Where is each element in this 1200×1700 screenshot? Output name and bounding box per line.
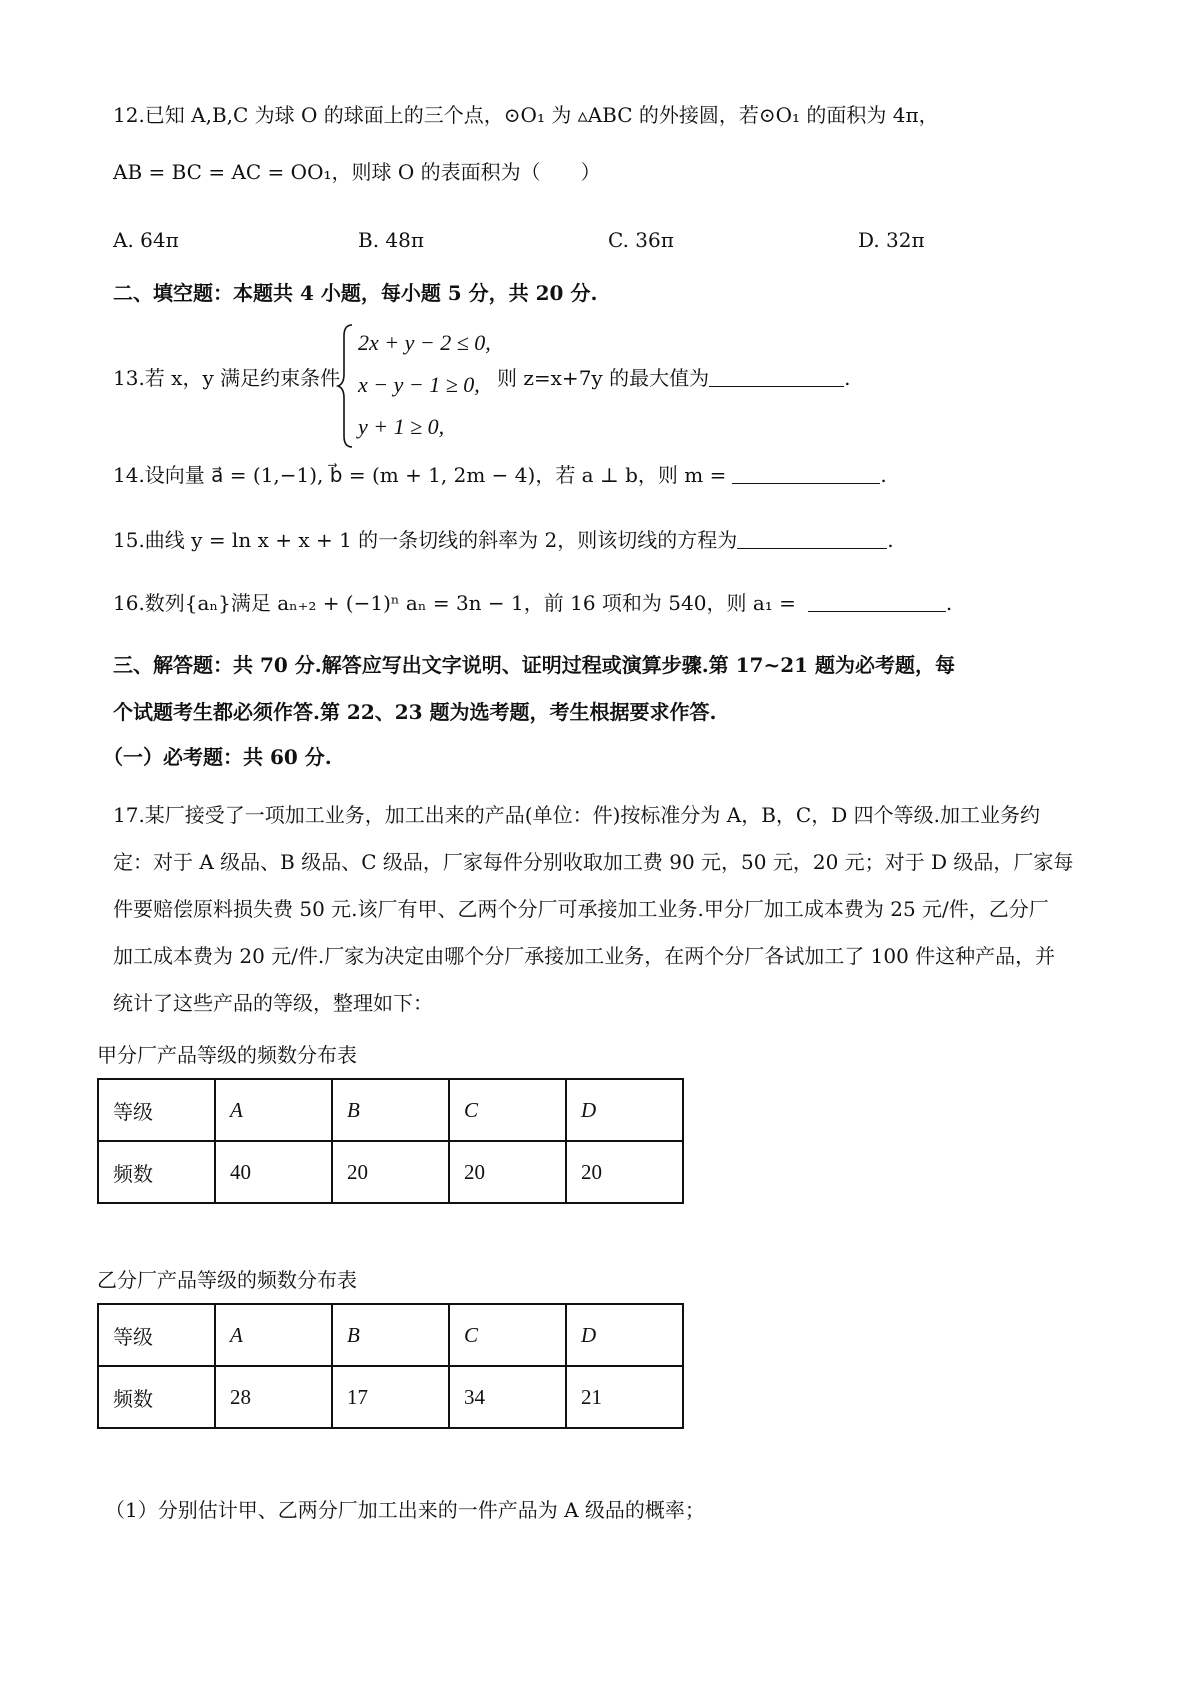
constraint-1: 2x + y − 2 ≤ 0, [358, 330, 491, 355]
q15-text: 15.曲线 y = ln x + x + 1 的一条切线的斜率为 2，则该切线的方程为 [113, 528, 738, 552]
q14-line: 14.设向量 a⃗ = (1,−1), b⃗ = (m + 1, 2m − 4)，若 a ⊥ b，则 m = . [113, 463, 887, 487]
q17-line: 件要赔偿原料损失费 50 元.该厂有甲、乙两个分厂可承接加工业务.甲分厂加工成本费为 25 元/件，乙分厂 [113, 897, 1049, 921]
q17-part1: （1）分别估计甲、乙两分厂加工出来的一件产品为 A 级品的概率； [105, 1498, 705, 1522]
table-cell: C [449, 1304, 566, 1366]
table-cell: 频数 [98, 1366, 215, 1428]
constraint-2: x − y − 1 ≥ 0, [358, 372, 480, 397]
answer-blank-15 [737, 526, 887, 549]
frequency-table-a [97, 1078, 684, 1204]
answer-blank-13 [709, 364, 844, 387]
section3-heading-line1: 三、解答题：共 70 分.解答应写出文字说明、证明过程或演算步骤.第 17~21 题为必考题，每 [113, 653, 956, 677]
table-cell: D [566, 1079, 683, 1141]
table-cell: 21 [566, 1366, 683, 1428]
choice-d: D. 32π [858, 228, 925, 252]
table-cell: B [332, 1079, 449, 1141]
table-header-row [98, 1079, 683, 1141]
table-cell: 34 [449, 1366, 566, 1428]
q16-line: 16.数列{aₙ}满足 aₙ₊₂ + (−1)ⁿ aₙ = 3n − 1，前 16 项和为 540，则 a₁ = . [113, 591, 953, 615]
table-cell: 40 [215, 1141, 332, 1203]
table-cell: 频数 [98, 1141, 215, 1203]
table-cell: C [449, 1079, 566, 1141]
section3-heading-line2: 个试题考生都必须作答.第 22、23 题为选考题，考生根据要求作答. [113, 700, 717, 724]
q17-paragraph [113, 792, 1103, 1027]
q16-text: 16.数列{aₙ}满足 aₙ₊₂ + (−1)ⁿ aₙ = 3n − 1，前 16 项和为 540，则 a₁ = [113, 591, 796, 615]
choice-c: C. 36π [608, 228, 674, 252]
table-cell: 20 [449, 1141, 566, 1203]
q17-line: 统计了这些产品的等级，整理如下： [113, 991, 433, 1015]
table-cell: 等级 [98, 1079, 215, 1141]
q17-line: 加工成本费为 20 元/件.厂家为决定由哪个分厂承接加工业务，在两个分厂各试加工了 100 件这种产品，并 [113, 944, 1056, 968]
table-cell: B [332, 1304, 449, 1366]
frequency-table-b [97, 1303, 684, 1429]
choice-a: A. 64π [113, 228, 179, 252]
brace-symbol [336, 322, 356, 450]
table-header-row [98, 1304, 683, 1366]
answer-blank-14 [732, 461, 880, 484]
q12-line2: AB = BC = AC = OO₁，则球 O 的表面积为（ ） [113, 160, 601, 184]
table-cell: A [215, 1304, 332, 1366]
table-b-caption: 乙分厂产品等级的频数分布表 [97, 1268, 357, 1292]
section2-heading: 二、填空题：本题共 4 小题，每小题 5 分，共 20 分. [113, 281, 598, 305]
table-row [98, 1141, 683, 1203]
constraint-3: y + 1 ≥ 0, [358, 414, 445, 439]
answer-blank-16 [808, 589, 946, 612]
table-cell: A [215, 1079, 332, 1141]
table-cell: D [566, 1304, 683, 1366]
table-cell: 20 [566, 1141, 683, 1203]
q17-line: 17.某厂接受了一项加工业务，加工出来的产品(单位：件)按标准分为 A，B，C，D 四个等级.加工业务约 [113, 803, 1040, 827]
table-a-caption: 甲分厂产品等级的频数分布表 [97, 1043, 357, 1067]
q13-suffix: 则 z=x+7y 的最大值为 . [497, 366, 851, 390]
q14-text: 14.设向量 a⃗ = (1,−1), b⃗ = (m + 1, 2m − 4)，若 a ⊥ b，则 m = [113, 463, 727, 487]
table-cell: 28 [215, 1366, 332, 1428]
choice-b: B. 48π [358, 228, 425, 252]
q15-line: 15.曲线 y = ln x + x + 1 的一条切线的斜率为 2，则该切线的方程为 . [113, 528, 894, 552]
q12-line1: 12.已知 A,B,C 为球 O 的球面上的三个点，⊙O₁ 为 ▵ABC 的外接圆，若⊙O₁ 的面积为 4π， [113, 103, 939, 127]
table-cell: 20 [332, 1141, 449, 1203]
section3-subheading: （一）必考题：共 60 分. [103, 745, 332, 769]
q13-constraints [358, 322, 491, 448]
q13-prefix: 13.若 x，y 满足约束条件 [113, 366, 341, 390]
table-row [98, 1366, 683, 1428]
table-cell: 等级 [98, 1304, 215, 1366]
q13-suffix-text: 则 z=x+7y 的最大值为 [497, 366, 710, 390]
table-cell: 17 [332, 1366, 449, 1428]
q17-line: 定：对于 A 级品、B 级品、C 级品，厂家每件分别收取加工费 90 元，50 元，20 元；对于 D 级品，厂家每 [113, 850, 1074, 874]
